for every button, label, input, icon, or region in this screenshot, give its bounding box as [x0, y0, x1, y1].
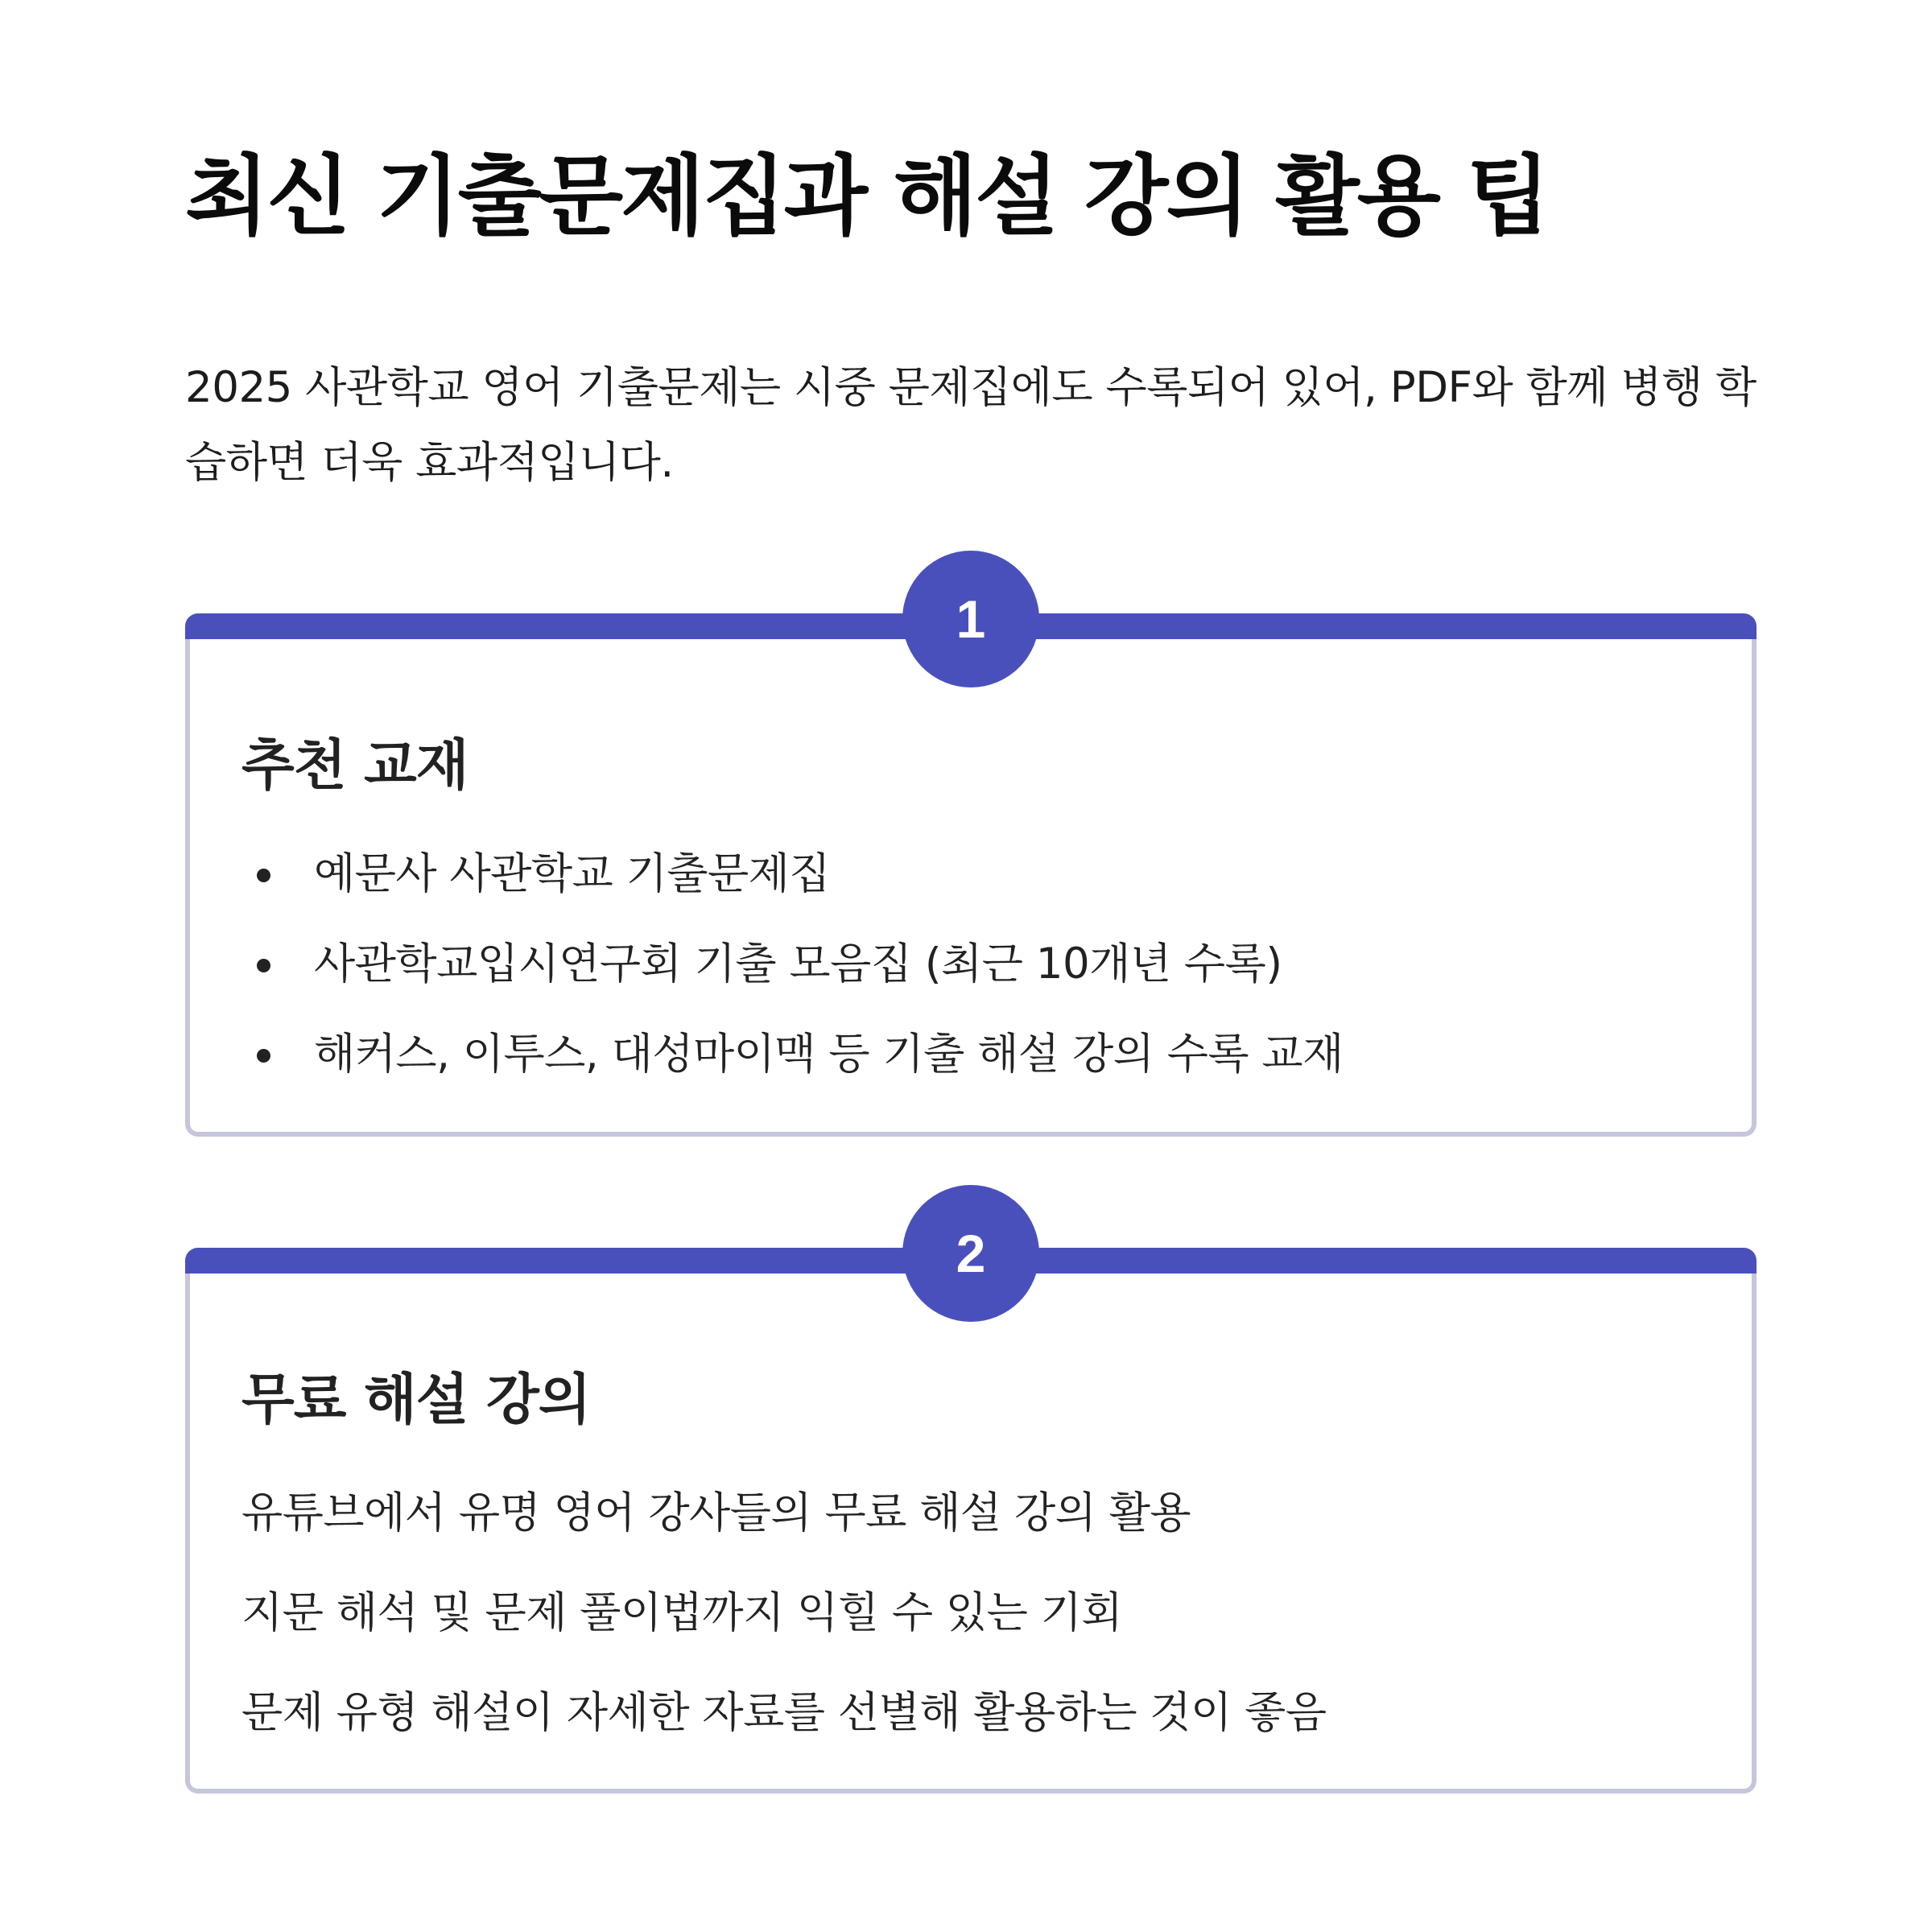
list-item: 문제 유형 해설이 자세한 자료를 선별해 활용하는 것이 좋음: [242, 1688, 1327, 1737]
free-lectures-list: [242, 1463, 1327, 1763]
bullet-icon: [257, 869, 270, 882]
list-item: 유튜브에서 유명 영어 강사들의 무료 해설 강의 활용: [242, 1488, 1191, 1538]
recommended-books-list: [242, 829, 1344, 1100]
list-item: [242, 919, 1344, 1009]
list-item-text: 사관학교입시연구회 기출 모음집 (최근 10개년 수록): [314, 939, 1282, 989]
list-item: [242, 1009, 1344, 1100]
page-title: 최신 기출문제집과 해설 강의 활용 팁: [185, 147, 1548, 247]
list-item-text: 예문사 사관학교 기출문제집: [314, 849, 831, 898]
bullet-icon: [257, 1049, 270, 1063]
tip-card-recommended-books: [185, 589, 1757, 1137]
bullet-icon: [257, 959, 270, 972]
step-number-badge: 2: [902, 1185, 1039, 1322]
intro-paragraph: 2025 사관학교 영어 기출문제는 시중 문제집에도 수록되어 있어, PDF와 함께 병행 학습하면 더욱 효과적입니다.: [185, 363, 1757, 487]
list-item: [242, 829, 1344, 919]
list-item-text: 해커스, 이투스, 대성마이맥 등 기출 해설 강의 수록 교재: [314, 1030, 1344, 1079]
list-item: 지문 해석 및 문제 풀이법까지 익힐 수 있는 기회: [242, 1588, 1123, 1637]
card-title: 무료 해설 강의: [242, 1368, 591, 1432]
card-title: 추천 교재: [242, 734, 469, 798]
tip-card-free-lectures: [185, 1224, 1757, 1794]
step-number-badge: 1: [902, 551, 1039, 687]
